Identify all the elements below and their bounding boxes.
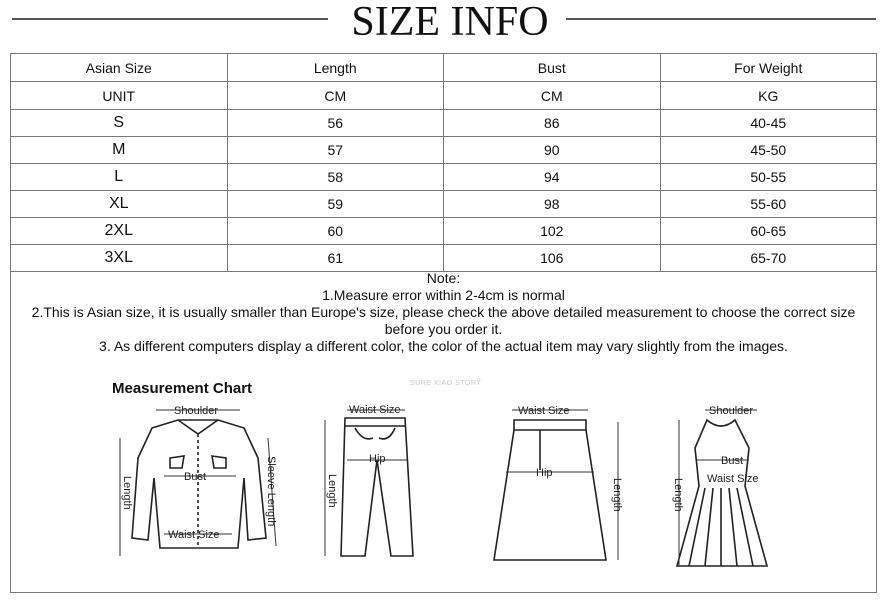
size-cell: S bbox=[11, 110, 228, 137]
bust-cell: 86 bbox=[444, 110, 661, 137]
header-cell: Asian Size bbox=[11, 54, 228, 82]
bust-cell: 90 bbox=[444, 137, 661, 164]
table-row bbox=[11, 110, 877, 137]
skirt-hip-label: Hip bbox=[536, 467, 553, 479]
weight-cell: 65-70 bbox=[660, 245, 877, 272]
size-table bbox=[10, 53, 877, 272]
shirt-length-label: Length bbox=[121, 476, 133, 510]
shirt-bust-label: Bust bbox=[184, 471, 207, 483]
skirt-waist-label: Waist Size bbox=[518, 405, 570, 417]
length-cell: 59 bbox=[227, 191, 444, 218]
bust-cell: 106 bbox=[444, 245, 661, 272]
table-row bbox=[11, 191, 877, 218]
unit-cell: CM bbox=[444, 82, 661, 110]
skirt-length-label: Length bbox=[611, 478, 623, 512]
title-bar bbox=[0, 0, 889, 50]
measurement-chart-title: Measurement Chart bbox=[112, 380, 253, 397]
weight-cell: 55-60 bbox=[660, 191, 877, 218]
unit-cell: UNIT bbox=[11, 82, 228, 110]
size-cell: 2XL bbox=[11, 218, 228, 245]
weight-cell: 45-50 bbox=[660, 137, 877, 164]
shirt-sleeve-label: Sleeve Length bbox=[265, 456, 277, 527]
title-rule-left bbox=[12, 18, 328, 20]
weight-cell: 40-45 bbox=[660, 110, 877, 137]
bust-cell: 94 bbox=[444, 164, 661, 191]
header-cell: Bust bbox=[444, 54, 661, 82]
page-title: SIZE INFO bbox=[351, 0, 549, 45]
weight-cell: 60-65 bbox=[660, 218, 877, 245]
table-row bbox=[11, 218, 877, 245]
pants-hip-label: Hip bbox=[369, 453, 386, 465]
table-header-row bbox=[11, 54, 877, 82]
length-cell: 58 bbox=[227, 164, 444, 191]
note-line-1: 1.Measure error within 2-4cm is normal bbox=[322, 287, 565, 303]
table-unit-row bbox=[11, 82, 877, 110]
pants-waist-label: Waist Size bbox=[349, 404, 401, 416]
size-cell: L bbox=[11, 164, 228, 191]
table-row bbox=[11, 164, 877, 191]
dress-shoulder-label: Shoulder bbox=[709, 405, 754, 417]
watermark: SURE XIAO STORY bbox=[410, 380, 482, 387]
size-cell: 3XL bbox=[11, 245, 228, 272]
dress-illustration bbox=[665, 398, 775, 573]
pants-illustration bbox=[315, 398, 425, 568]
shirt-shoulder-label: Shoulder bbox=[174, 405, 219, 417]
length-cell: 60 bbox=[227, 218, 444, 245]
header-cell: For Weight bbox=[660, 54, 877, 82]
bust-cell: 98 bbox=[444, 191, 661, 218]
length-cell: 57 bbox=[227, 137, 444, 164]
note-heading: Note: bbox=[426, 270, 461, 286]
note-section bbox=[10, 270, 877, 355]
pants-length-label: Length bbox=[326, 474, 338, 508]
bust-cell: 102 bbox=[444, 218, 661, 245]
unit-cell: CM bbox=[227, 82, 444, 110]
dress-waist-label: Waist Size bbox=[707, 473, 759, 485]
shirt-waist-label: Waist Size bbox=[168, 529, 220, 541]
note-line-3: 3. As different computers display a different color, the color of the actual item may vary slightly from the images. bbox=[99, 338, 788, 354]
shirt-illustration bbox=[108, 398, 288, 568]
weight-cell: 50-55 bbox=[660, 164, 877, 191]
dress-bust-label: Bust bbox=[721, 455, 744, 467]
skirt-illustration bbox=[488, 398, 638, 568]
note-line-2b: before you order it. bbox=[384, 321, 503, 337]
length-cell: 56 bbox=[227, 110, 444, 137]
unit-cell: KG bbox=[660, 82, 877, 110]
size-cell: XL bbox=[11, 191, 228, 218]
dress-length-label: Length bbox=[672, 478, 684, 512]
title-rule-right bbox=[566, 18, 876, 20]
note-line-2a: 2.This is Asian size, it is usually smaller than Europe's size, please check the above detailed measurement to choose the correct size bbox=[31, 304, 856, 320]
length-cell: 61 bbox=[227, 245, 444, 272]
table-row bbox=[11, 137, 877, 164]
header-cell: Length bbox=[227, 54, 444, 82]
size-cell: M bbox=[11, 137, 228, 164]
